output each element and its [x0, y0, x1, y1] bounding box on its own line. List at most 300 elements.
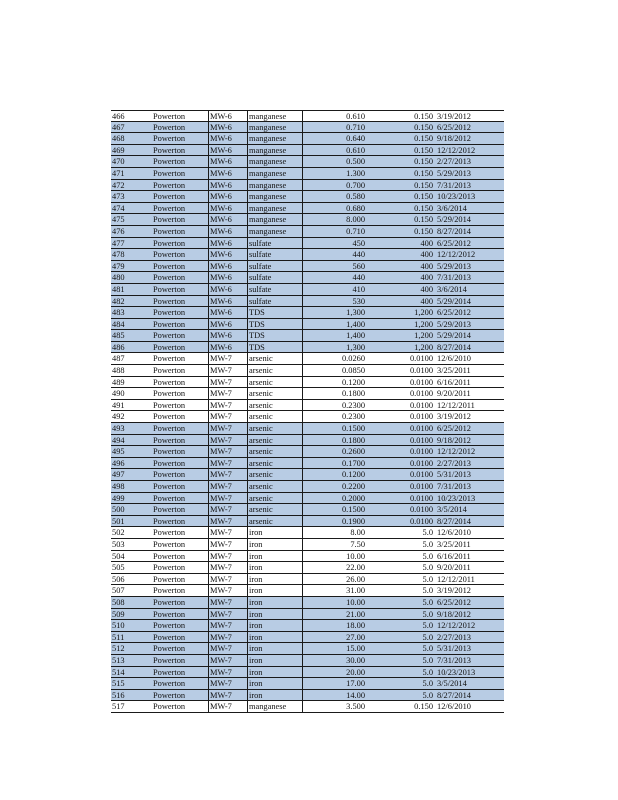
site-cell: Powerton [153, 574, 186, 584]
table-row [111, 238, 504, 250]
well-cell: MW-7 [208, 632, 247, 643]
value-cell: 0.1800 [341, 389, 365, 399]
row-number-cell: 502 [112, 528, 125, 538]
row-number-cell: 482 [112, 296, 125, 306]
date-cell: 12/12/2011 [437, 400, 475, 410]
well-cell: MW-7 [208, 527, 247, 538]
well-cell: MW-6 [208, 342, 247, 353]
site-cell: Powerton [153, 342, 186, 352]
site-cell: Powerton [153, 563, 186, 573]
date-cell: 12/6/2010 [437, 354, 471, 364]
table-row [111, 214, 504, 226]
row-number-cell: 484 [112, 319, 125, 329]
parameter-cell: iron [247, 690, 303, 701]
standard-cell: 5.0 [422, 667, 433, 677]
table-row [111, 620, 504, 632]
standard-cell: 0.150 [414, 112, 433, 121]
parameter-cell: iron [247, 539, 303, 550]
standard-cell: 0.0100 [409, 482, 433, 491]
value-cell: 0.0260 [341, 354, 365, 364]
date-cell: 3/6/2014 [437, 203, 467, 213]
parameter-cell: manganese [247, 214, 303, 225]
parameter-cell: arsenic [247, 493, 303, 504]
value-cell: 26.00 [346, 574, 365, 584]
site-cell: Powerton [153, 157, 186, 167]
well-cell: MW-6 [208, 284, 247, 295]
well-cell: MW-7 [208, 539, 247, 550]
date-cell: 12/6/2010 [437, 528, 471, 538]
table-row [111, 481, 504, 493]
date-cell: 5/29/2013 [437, 168, 471, 178]
value-cell: 0.1700 [341, 458, 365, 468]
site-cell: Powerton [153, 145, 186, 155]
parameter-cell: arsenic [247, 388, 303, 399]
value-cell: 0.1900 [341, 516, 365, 526]
standard-cell: 5.0 [422, 644, 433, 654]
well-cell: MW-7 [208, 458, 247, 469]
table-row [111, 493, 504, 505]
well-cell: MW-7 [208, 481, 247, 492]
well-cell: MW-6 [208, 214, 247, 225]
value-cell: 21.00 [346, 609, 365, 619]
table-row [111, 249, 504, 261]
site-cell: Powerton [153, 112, 186, 121]
row-number-cell: 478 [112, 250, 125, 260]
date-cell: 3/25/2011 [437, 366, 471, 376]
table-row [111, 458, 504, 470]
row-number-cell: 517 [112, 702, 125, 712]
well-cell: MW-6 [208, 191, 247, 202]
table-row [111, 133, 504, 145]
date-cell: 6/25/2012 [437, 122, 471, 132]
site-cell: Powerton [153, 621, 186, 631]
row-number-cell: 515 [112, 679, 125, 689]
value-cell: 0.2000 [341, 493, 365, 503]
date-cell: 9/18/2012 [437, 435, 471, 445]
standard-cell: 400 [420, 284, 433, 294]
well-cell: MW-7 [208, 574, 247, 585]
value-cell: 14.00 [346, 690, 365, 700]
date-cell: 5/29/2014 [437, 331, 471, 341]
parameter-cell: iron [247, 620, 303, 631]
parameter-cell: manganese [247, 191, 303, 202]
table-row [111, 609, 504, 621]
well-cell: MW-7 [208, 377, 247, 388]
date-cell: 5/31/2013 [437, 644, 471, 654]
well-cell: MW-6 [208, 226, 247, 237]
parameter-cell: sulfate [247, 238, 303, 249]
well-cell: MW-7 [208, 562, 247, 573]
value-cell: 0.580 [346, 192, 365, 202]
date-cell: 9/18/2012 [437, 609, 471, 619]
row-number-cell: 504 [112, 551, 125, 561]
value-cell: 0.610 [346, 145, 365, 155]
row-number-cell: 492 [112, 412, 125, 422]
value-cell: 0.610 [346, 112, 365, 121]
well-cell: MW-7 [208, 353, 247, 364]
well-cell: MW-7 [208, 446, 247, 457]
site-cell: Powerton [153, 655, 186, 665]
row-number-cell: 477 [112, 238, 125, 248]
site-cell: Powerton [153, 644, 186, 654]
table-row [111, 296, 504, 308]
site-cell: Powerton [153, 261, 186, 271]
table-row [111, 365, 504, 377]
site-cell: Powerton [153, 702, 186, 712]
parameter-cell: manganese [247, 180, 303, 191]
site-cell: Powerton [153, 667, 186, 677]
well-cell: MW-7 [208, 435, 247, 446]
parameter-cell: arsenic [247, 365, 303, 376]
well-cell: MW-6 [208, 111, 247, 121]
parameter-cell: arsenic [247, 423, 303, 434]
date-cell: 9/18/2012 [437, 134, 471, 144]
table-row [111, 156, 504, 168]
value-cell: 0.500 [346, 157, 365, 167]
standard-cell: 0.150 [414, 122, 433, 132]
parameter-cell: arsenic [247, 377, 303, 388]
site-cell: Powerton [153, 609, 186, 619]
table-row [111, 690, 504, 702]
row-number-cell: 501 [112, 516, 125, 526]
site-cell: Powerton [153, 458, 186, 468]
row-number-cell: 498 [112, 482, 125, 491]
parameter-cell: iron [247, 574, 303, 585]
row-number-cell: 470 [112, 157, 125, 167]
site-cell: Powerton [153, 447, 186, 457]
table-row [111, 678, 504, 690]
date-cell: 10/23/2013 [437, 667, 476, 677]
date-cell: 12/6/2010 [437, 702, 471, 712]
parameter-cell: arsenic [247, 400, 303, 411]
row-number-cell: 513 [112, 655, 125, 665]
row-number-cell: 474 [112, 203, 125, 213]
row-number-cell: 503 [112, 539, 125, 549]
well-cell: MW-7 [208, 667, 247, 678]
well-cell: MW-7 [208, 643, 247, 654]
row-number-cell: 487 [112, 354, 125, 364]
value-cell: 0.710 [346, 122, 365, 132]
table-row [111, 527, 504, 539]
date-cell: 7/31/2013 [437, 482, 471, 491]
table-row [111, 122, 504, 134]
site-cell: Powerton [153, 180, 186, 190]
site-cell: Powerton [153, 377, 186, 387]
site-cell: Powerton [153, 539, 186, 549]
well-cell: MW-7 [208, 469, 247, 480]
site-cell: Powerton [153, 331, 186, 341]
parameter-cell: manganese [247, 133, 303, 144]
site-cell: Powerton [153, 215, 186, 225]
table-row [111, 701, 504, 713]
parameter-cell: iron [247, 551, 303, 562]
row-number-cell: 473 [112, 192, 125, 202]
well-cell: MW-6 [208, 261, 247, 272]
standard-cell: 0.0100 [409, 412, 433, 422]
well-cell: MW-7 [208, 609, 247, 620]
date-cell: 6/25/2012 [437, 308, 471, 318]
row-number-cell: 490 [112, 389, 125, 399]
row-number-cell: 516 [112, 690, 125, 700]
site-cell: Powerton [153, 273, 186, 283]
parameter-cell: manganese [247, 701, 303, 712]
value-cell: 10.00 [346, 551, 365, 561]
table-row [111, 284, 504, 296]
standard-cell: 400 [420, 261, 433, 271]
well-cell: MW-7 [208, 423, 247, 434]
site-cell: Powerton [153, 482, 186, 491]
parameter-cell: arsenic [247, 458, 303, 469]
parameter-cell: iron [247, 643, 303, 654]
value-cell: 440 [352, 273, 365, 283]
row-number-cell: 475 [112, 215, 125, 225]
standard-cell: 0.0100 [409, 516, 433, 526]
value-cell: 0.2600 [341, 447, 365, 457]
standard-cell: 0.150 [414, 157, 433, 167]
row-number-cell: 483 [112, 308, 125, 318]
value-cell: 1,400 [346, 319, 365, 329]
parameter-cell: sulfate [247, 296, 303, 307]
well-cell: MW-6 [208, 122, 247, 133]
value-cell: 0.2300 [341, 412, 365, 422]
row-number-cell: 495 [112, 447, 125, 457]
date-cell: 7/31/2013 [437, 655, 471, 665]
table-row [111, 423, 504, 435]
standard-cell: 0.0100 [409, 493, 433, 503]
parameter-cell: manganese [247, 122, 303, 133]
row-number-cell: 476 [112, 226, 125, 236]
standard-cell: 400 [420, 273, 433, 283]
well-cell: MW-6 [208, 249, 247, 260]
table-row [111, 388, 504, 400]
site-cell: Powerton [153, 203, 186, 213]
standard-cell: 400 [420, 250, 433, 260]
standard-cell: 0.150 [414, 145, 433, 155]
well-cell: MW-6 [208, 307, 247, 318]
parameter-cell: manganese [247, 111, 303, 121]
well-cell: MW-7 [208, 388, 247, 399]
standard-cell: 0.0100 [409, 505, 433, 515]
well-cell: MW-6 [208, 156, 247, 167]
standard-cell: 0.0100 [409, 354, 433, 364]
value-cell: 440 [352, 250, 365, 260]
date-cell: 12/12/2012 [437, 621, 476, 631]
well-cell: MW-7 [208, 365, 247, 376]
date-cell: 6/25/2012 [437, 597, 471, 607]
row-number-cell: 468 [112, 134, 125, 144]
table-row [111, 203, 504, 215]
site-cell: Powerton [153, 400, 186, 410]
row-number-cell: 472 [112, 180, 125, 190]
site-cell: Powerton [153, 505, 186, 515]
standard-cell: 5.0 [422, 655, 433, 665]
standard-cell: 0.150 [414, 168, 433, 178]
standard-cell: 0.0100 [409, 470, 433, 480]
row-number-cell: 485 [112, 331, 125, 341]
value-cell: 0.1200 [341, 377, 365, 387]
well-cell: MW-6 [208, 133, 247, 144]
date-cell: 9/20/2011 [437, 389, 471, 399]
table-row [111, 226, 504, 238]
table-row [111, 516, 504, 528]
site-cell: Powerton [153, 586, 186, 596]
table-row [111, 110, 504, 122]
date-cell: 12/12/2012 [437, 250, 476, 260]
date-cell: 12/12/2011 [437, 574, 475, 584]
table-row [111, 377, 504, 389]
table-row [111, 435, 504, 447]
row-number-cell: 511 [112, 632, 125, 642]
table-row [111, 562, 504, 574]
standard-cell: 0.150 [414, 180, 433, 190]
date-cell: 3/6/2014 [437, 284, 467, 294]
data-table [111, 110, 504, 713]
table-row [111, 504, 504, 516]
value-cell: 0.1200 [341, 470, 365, 480]
date-cell: 8/27/2014 [437, 690, 471, 700]
standard-cell: 0.0100 [409, 400, 433, 410]
table-row [111, 319, 504, 331]
date-cell: 6/25/2012 [437, 238, 471, 248]
row-number-cell: 488 [112, 366, 125, 376]
standard-cell: 5.0 [422, 621, 433, 631]
table-row [111, 539, 504, 551]
date-cell: 8/27/2014 [437, 226, 471, 236]
well-cell: MW-7 [208, 551, 247, 562]
table-row [111, 307, 504, 319]
date-cell: 2/27/2013 [437, 632, 471, 642]
date-cell: 12/12/2012 [437, 447, 476, 457]
table-row [111, 574, 504, 586]
parameter-cell: iron [247, 585, 303, 596]
site-cell: Powerton [153, 192, 186, 202]
well-cell: MW-7 [208, 597, 247, 608]
parameter-cell: iron [247, 527, 303, 538]
date-cell: 3/5/2014 [437, 679, 467, 689]
table-row [111, 330, 504, 342]
standard-cell: 5.0 [422, 551, 433, 561]
date-cell: 3/19/2012 [437, 412, 471, 422]
site-cell: Powerton [153, 493, 186, 503]
site-cell: Powerton [153, 366, 186, 376]
standard-cell: 5.0 [422, 528, 433, 538]
date-cell: 5/29/2013 [437, 319, 471, 329]
value-cell: 0.1500 [341, 424, 365, 434]
value-cell: 0.1800 [341, 435, 365, 445]
standard-cell: 5.0 [422, 632, 433, 642]
parameter-cell: iron [247, 562, 303, 573]
date-cell: 7/31/2013 [437, 180, 471, 190]
parameter-cell: arsenic [247, 411, 303, 422]
value-cell: 30.00 [346, 655, 365, 665]
parameter-cell: TDS [247, 319, 303, 330]
standard-cell: 5.0 [422, 574, 433, 584]
date-cell: 5/29/2014 [437, 215, 471, 225]
table-row [111, 643, 504, 655]
row-number-cell: 499 [112, 493, 125, 503]
table-row [111, 261, 504, 273]
parameter-cell: TDS [247, 330, 303, 341]
standard-cell: 0.150 [414, 192, 433, 202]
row-number-cell: 469 [112, 145, 125, 155]
date-cell: 12/12/2012 [437, 145, 476, 155]
date-cell: 2/27/2013 [437, 458, 471, 468]
value-cell: 1,400 [346, 331, 365, 341]
parameter-cell: arsenic [247, 504, 303, 515]
site-cell: Powerton [153, 226, 186, 236]
row-number-cell: 486 [112, 342, 125, 352]
value-cell: 0.680 [346, 203, 365, 213]
standard-cell: 5.0 [422, 563, 433, 573]
date-cell: 10/23/2013 [437, 493, 476, 503]
well-cell: MW-6 [208, 145, 247, 156]
parameter-cell: arsenic [247, 469, 303, 480]
table-row [111, 411, 504, 423]
table-row [111, 446, 504, 458]
table-row [111, 168, 504, 180]
date-cell: 6/16/2011 [437, 377, 471, 387]
site-cell: Powerton [153, 168, 186, 178]
value-cell: 8.000 [346, 215, 365, 225]
date-cell: 3/25/2011 [437, 539, 471, 549]
table-row [111, 353, 504, 365]
table-row [111, 597, 504, 609]
date-cell: 10/23/2013 [437, 192, 476, 202]
row-number-cell: 508 [112, 597, 125, 607]
row-number-cell: 489 [112, 377, 125, 387]
row-number-cell: 507 [112, 586, 125, 596]
parameter-cell: arsenic [247, 353, 303, 364]
parameter-cell: arsenic [247, 435, 303, 446]
table-row [111, 145, 504, 157]
well-cell: MW-7 [208, 690, 247, 701]
site-cell: Powerton [153, 528, 186, 538]
row-number-cell: 509 [112, 609, 125, 619]
standard-cell: 0.150 [414, 226, 433, 236]
standard-cell: 5.0 [422, 690, 433, 700]
value-cell: 15.00 [346, 644, 365, 654]
value-cell: 20.00 [346, 667, 365, 677]
value-cell: 17.00 [346, 679, 365, 689]
value-cell: 0.640 [346, 134, 365, 144]
well-cell: MW-7 [208, 701, 247, 712]
table-row [111, 180, 504, 192]
table-row [111, 632, 504, 644]
site-cell: Powerton [153, 597, 186, 607]
site-cell: Powerton [153, 470, 186, 480]
row-number-cell: 500 [112, 505, 125, 515]
site-cell: Powerton [153, 354, 186, 364]
date-cell: 9/20/2011 [437, 563, 471, 573]
parameter-cell: iron [247, 678, 303, 689]
site-cell: Powerton [153, 250, 186, 260]
site-cell: Powerton [153, 296, 186, 306]
table-row [111, 400, 504, 412]
value-cell: 0.2200 [341, 482, 365, 491]
value-cell: 1.300 [346, 168, 365, 178]
date-cell: 6/25/2012 [437, 424, 471, 434]
site-cell: Powerton [153, 389, 186, 399]
standard-cell: 0.0100 [409, 377, 433, 387]
parameter-cell: manganese [247, 168, 303, 179]
standard-cell: 1,200 [414, 308, 433, 318]
row-number-cell: 514 [112, 667, 125, 677]
row-number-cell: 494 [112, 435, 125, 445]
row-number-cell: 506 [112, 574, 125, 584]
parameter-cell: sulfate [247, 284, 303, 295]
standard-cell: 0.0100 [409, 389, 433, 399]
parameter-cell: iron [247, 655, 303, 666]
